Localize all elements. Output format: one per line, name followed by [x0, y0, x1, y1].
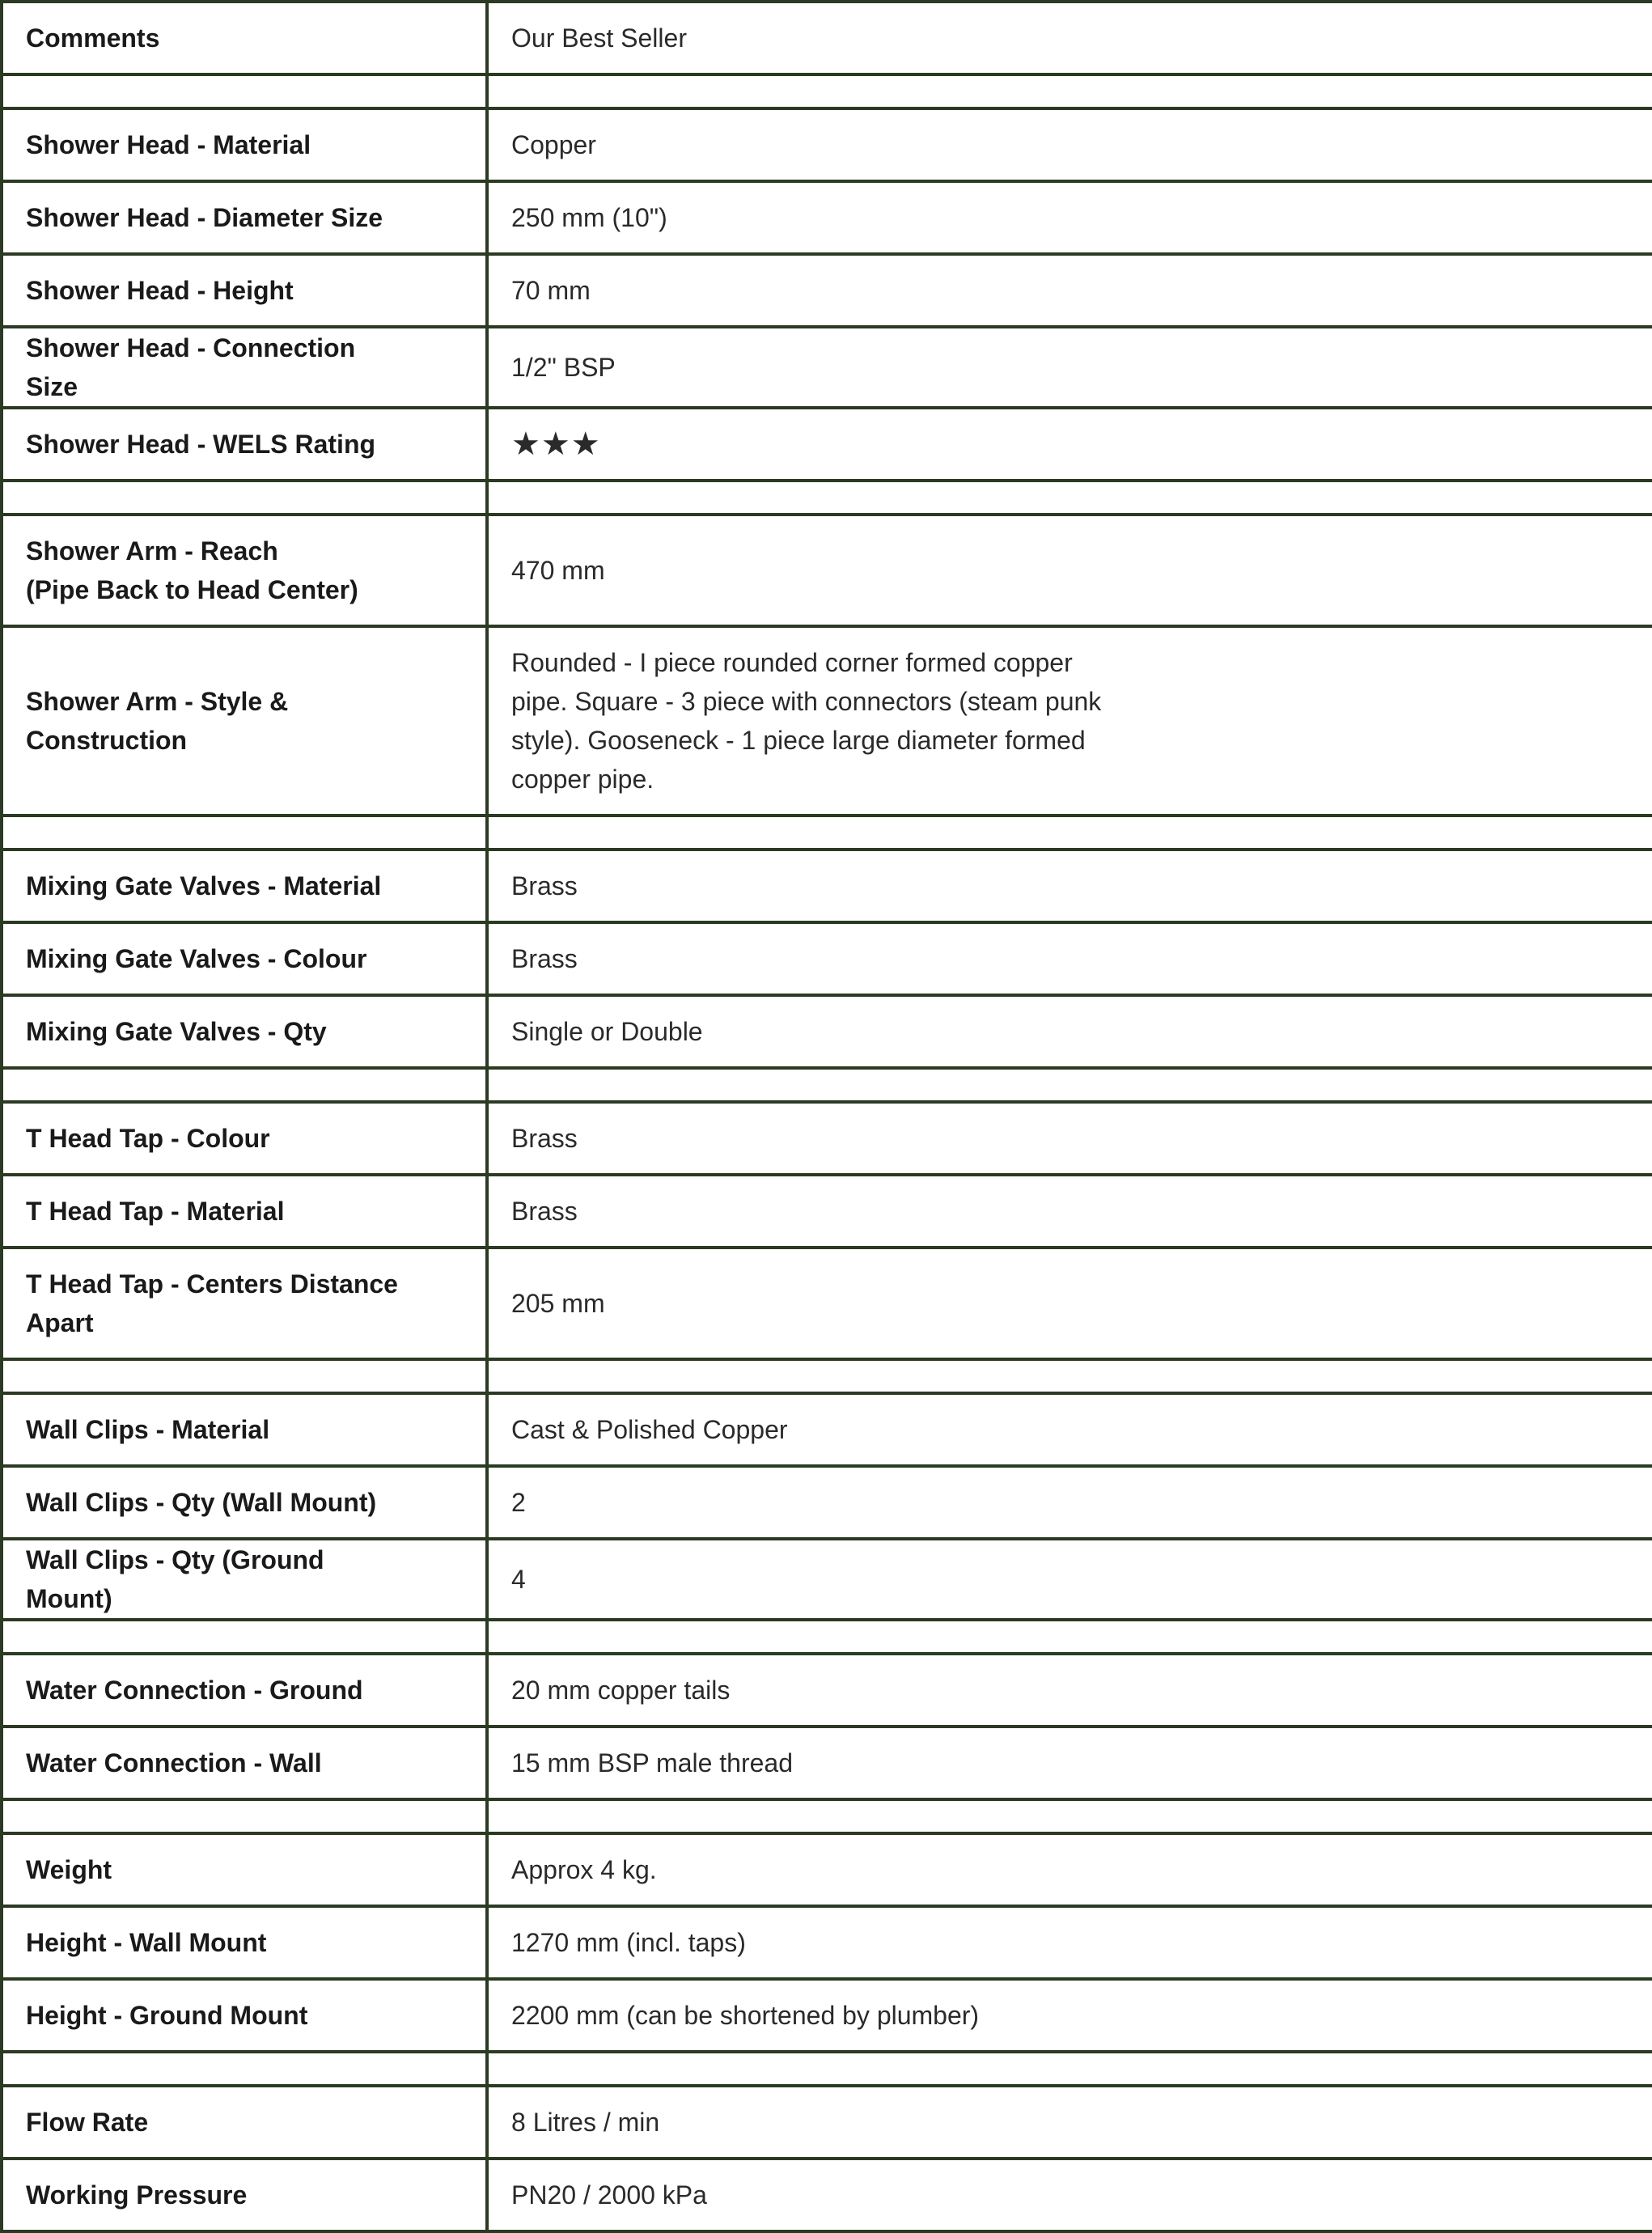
spec-label-text: T Head Tap - Colour [26, 1124, 270, 1153]
spec-label [2, 408, 487, 481]
spec-label-text: Shower Arm - Style & Construction [26, 687, 289, 755]
spec-row [2, 181, 1652, 254]
spec-label [2, 850, 487, 922]
spacer-row [2, 1799, 1652, 1833]
spacer-cell [2, 2052, 487, 2086]
spec-label-text: Shower Head - Connection Size [26, 333, 356, 401]
spec-label-text: Comments [26, 23, 160, 53]
spec-row [2, 327, 1652, 408]
spec-label [2, 1727, 487, 1799]
spacer-cell [2, 1068, 487, 1102]
spec-row [2, 1906, 1652, 1979]
spec-value [487, 515, 1652, 626]
spec-value-text: PN20 / 2000 kPa [511, 2180, 707, 2210]
spec-label [2, 2, 487, 74]
spec-label [2, 515, 487, 626]
spec-value-text: 8 Litres / min [511, 2108, 660, 2137]
spacer-row [2, 816, 1652, 850]
spec-label [2, 1833, 487, 1906]
spec-label [2, 2086, 487, 2159]
spec-value-text: Our Best Seller [511, 23, 687, 53]
spec-value [487, 850, 1652, 922]
spec-value-text: Copper [511, 130, 596, 159]
spec-label-text: Height - Wall Mount [26, 1928, 267, 1957]
spacer-cell [2, 1620, 487, 1654]
spec-value [487, 1979, 1652, 2052]
spacer-cell [487, 1068, 1652, 1102]
spec-value [487, 408, 1652, 481]
spacer-cell [2, 74, 487, 108]
spec-value [487, 108, 1652, 181]
spec-value [487, 1833, 1652, 1906]
spec-row [2, 850, 1652, 922]
spec-value-text: Brass [511, 871, 578, 900]
spec-row [2, 254, 1652, 327]
spec-label [2, 626, 487, 816]
spec-label-text: Shower Head - WELS Rating [26, 430, 376, 459]
spec-value-text: 1/2" BSP [511, 353, 616, 382]
spec-value-text: 1270 mm (incl. taps) [511, 1928, 746, 1957]
spec-label [2, 1539, 487, 1620]
spec-value-text: 70 mm [511, 276, 591, 305]
spec-value-text: Brass [511, 1124, 578, 1153]
spacer-cell [2, 481, 487, 515]
spec-value [487, 995, 1652, 1068]
spacer-row [2, 2052, 1652, 2086]
spec-row [2, 995, 1652, 1068]
spec-row [2, 408, 1652, 481]
spec-value [487, 1727, 1652, 1799]
spec-label [2, 1654, 487, 1727]
specifications-table-body [2, 2, 1652, 2231]
spec-row [2, 1466, 1652, 1539]
spacer-cell [487, 74, 1652, 108]
spec-value [487, 2086, 1652, 2159]
spacer-cell [487, 816, 1652, 850]
spec-value [487, 1654, 1652, 1727]
spacer-cell [487, 1620, 1652, 1654]
spacer-cell [487, 1799, 1652, 1833]
spec-label-text: Shower Head - Material [26, 130, 311, 159]
spec-label [2, 1102, 487, 1175]
spec-label [2, 1175, 487, 1248]
spec-value [487, 2, 1652, 74]
spec-label [2, 1466, 487, 1539]
spec-value-text: Cast & Polished Copper [511, 1415, 788, 1444]
spec-row [2, 922, 1652, 995]
spec-value [487, 1102, 1652, 1175]
spec-row [2, 2086, 1652, 2159]
spec-label [2, 1248, 487, 1359]
spec-value [487, 1393, 1652, 1466]
spec-row [2, 1102, 1652, 1175]
spec-label-text: Water Connection - Ground [26, 1676, 363, 1705]
spec-label-text: Height - Ground Mount [26, 2001, 308, 2030]
spacer-row [2, 1068, 1652, 1102]
spec-value-text: Approx 4 kg. [511, 1855, 657, 1884]
spec-label-text: Wall Clips - Qty (Ground Mount) [26, 1545, 324, 1613]
spec-value [487, 254, 1652, 327]
spec-label-text: Working Pressure [26, 2180, 248, 2210]
spec-row [2, 1979, 1652, 2052]
spacer-cell [2, 816, 487, 850]
spec-label-text: Mixing Gate Valves - Colour [26, 944, 367, 973]
spec-row [2, 626, 1652, 816]
spacer-row [2, 1620, 1652, 1654]
spec-value [487, 1906, 1652, 1979]
spec-value-text: 15 mm BSP male thread [511, 1748, 794, 1778]
spec-label-text: Mixing Gate Valves - Qty [26, 1017, 327, 1046]
spec-row [2, 1248, 1652, 1359]
spec-value-text: Single or Double [511, 1017, 703, 1046]
spec-value-text: 250 mm (10") [511, 203, 667, 232]
spacer-cell [487, 2052, 1652, 2086]
spacer-cell [487, 1359, 1652, 1393]
spec-label-text: Flow Rate [26, 2108, 149, 2137]
spec-value-text: Brass [511, 944, 578, 973]
spec-label-text: T Head Tap - Centers Distance Apart [26, 1269, 398, 1337]
spec-label-text: Wall Clips - Qty (Wall Mount) [26, 1488, 377, 1517]
spec-value [487, 1466, 1652, 1539]
spec-value-text: Brass [511, 1197, 578, 1226]
spec-row [2, 1654, 1652, 1727]
spec-row [2, 1727, 1652, 1799]
spec-label [2, 922, 487, 995]
spec-label-text: Shower Head - Diameter Size [26, 203, 383, 232]
spacer-cell [487, 481, 1652, 515]
spec-value-text: Rounded - I piece rounded corner formed copper pipe. Square - 3 piece with connectors (steam punk style). Gooseneck - 1 piece large diameter formed copper pipe. [511, 648, 1102, 794]
spec-value [487, 327, 1652, 408]
spec-value-text: 2200 mm (can be shortened by plumber) [511, 2001, 980, 2030]
spec-value [487, 1248, 1652, 1359]
spec-label [2, 1393, 487, 1466]
spec-label [2, 1906, 487, 1979]
spec-value [487, 1175, 1652, 1248]
spec-label [2, 1979, 487, 2052]
spec-label [2, 181, 487, 254]
spec-label [2, 327, 487, 408]
spec-row [2, 2, 1652, 74]
spec-value-text: 205 mm [511, 1289, 605, 1318]
spec-value [487, 1539, 1652, 1620]
spec-label-text: Wall Clips - Material [26, 1415, 270, 1444]
spec-label [2, 108, 487, 181]
spec-value-text: 20 mm copper tails [511, 1676, 731, 1705]
spacer-row [2, 481, 1652, 515]
spec-label-text: Water Connection - Wall [26, 1748, 322, 1778]
spacer-cell [2, 1799, 487, 1833]
spec-label-text: T Head Tap - Material [26, 1197, 285, 1226]
spacer-row [2, 74, 1652, 108]
spec-row [2, 108, 1652, 181]
spec-label-text: Shower Head - Height [26, 276, 294, 305]
spec-label [2, 254, 487, 327]
spec-value-text: 4 [511, 1565, 526, 1594]
spec-label-text: Mixing Gate Valves - Material [26, 871, 382, 900]
spec-row [2, 515, 1652, 626]
spec-value-text: 2 [511, 1488, 526, 1517]
spec-row [2, 1833, 1652, 1906]
spec-label [2, 995, 487, 1068]
spec-row [2, 1175, 1652, 1248]
spec-row [2, 1393, 1652, 1466]
spec-value-text: 470 mm [511, 556, 605, 585]
spec-value [487, 626, 1652, 816]
spec-value [487, 922, 1652, 995]
spec-label-text: Weight [26, 1855, 112, 1884]
star-rating: ★★★ [511, 426, 601, 462]
spec-row [2, 1539, 1652, 1620]
spacer-cell [2, 1359, 487, 1393]
spec-value [487, 181, 1652, 254]
spec-label-text: Shower Arm - Reach (Pipe Back to Head Center) [26, 536, 358, 604]
spacer-row [2, 1359, 1652, 1393]
